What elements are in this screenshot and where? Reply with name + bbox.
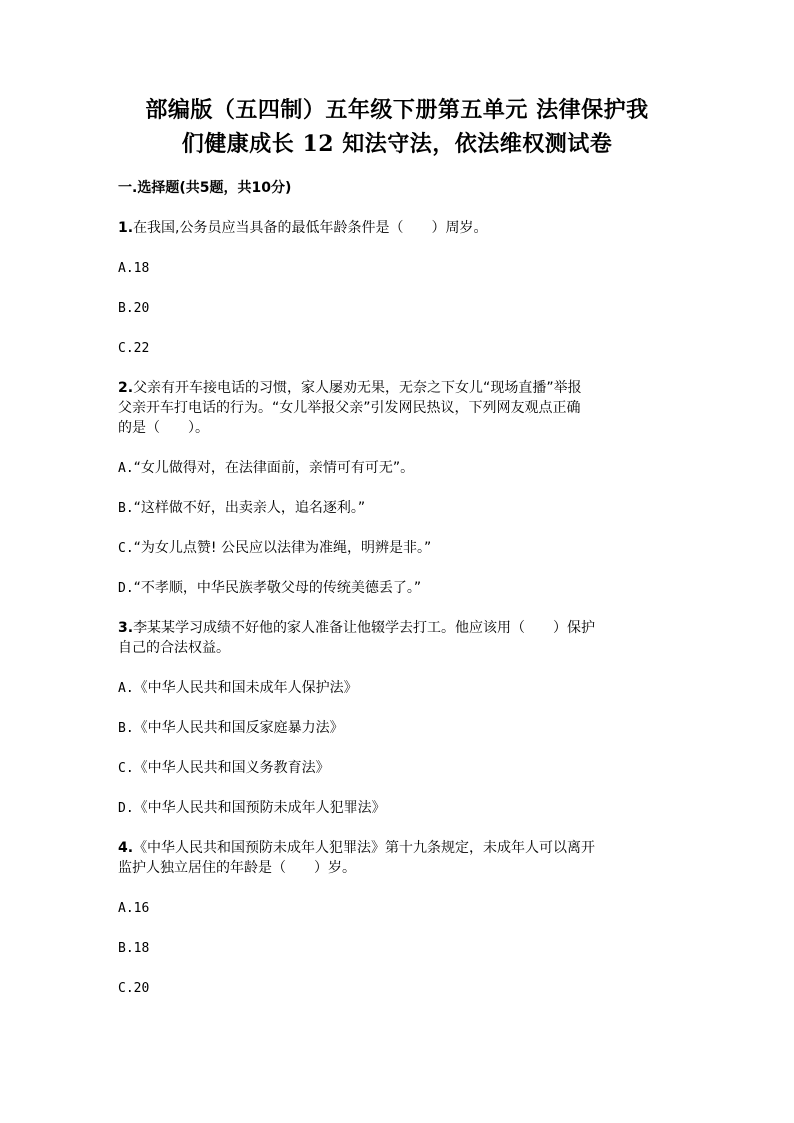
question-4-option-b	[118, 938, 149, 959]
question-4-number: 4.	[118, 840, 134, 856]
question-3-option-d	[118, 798, 386, 819]
question-2-number: 2.	[118, 380, 134, 396]
option-label: C.	[118, 341, 134, 356]
question-4-text: 《中华人民共和国预防未成年人犯罪法》第十九条规定，未成年人可以离开	[133, 840, 596, 856]
question-2-option-d	[118, 578, 421, 599]
option-label: D.	[118, 581, 134, 596]
option-text: 18	[133, 941, 150, 956]
option-text: 《中华人民共和国预防未成年人犯罪法》	[133, 800, 386, 816]
question-2-option-c	[118, 538, 431, 559]
option-text: 18	[133, 261, 150, 276]
option-text: 16	[133, 901, 150, 916]
section-heading: 一.选择题(共5题，共10分)	[118, 180, 292, 196]
option-text: 《中华人民共和国未成年人保护法》	[133, 680, 358, 696]
option-label: A.	[118, 261, 134, 276]
option-label: D.	[118, 801, 134, 816]
question-3-line-1	[118, 618, 595, 638]
option-label: C.	[118, 761, 134, 776]
option-label: B.	[118, 301, 134, 316]
option-label: A.	[118, 681, 134, 696]
option-text: 20	[133, 301, 150, 316]
option-label: B.	[118, 501, 134, 516]
question-3-text: 李某某学习成绩不好他的家人准备让他辍学去打工。他应该用（ ）保护	[133, 620, 596, 636]
question-2-line-1	[118, 378, 582, 398]
option-label: B.	[118, 941, 134, 956]
question-1-option-c	[118, 338, 149, 359]
question-4-option-a	[118, 898, 149, 919]
option-text: 20	[133, 981, 150, 996]
question-2-text: 父亲有开车接电话的习惯，家人屡劝无果，无奈之下女儿“现场直播”举报	[133, 380, 582, 396]
question-2-option-a	[118, 458, 414, 479]
question-3-line-2: 自己的合法权益。	[118, 640, 230, 656]
document-title-line-2: 们健康成长 12 知法守法，依法维权测试卷	[181, 131, 613, 157]
option-label: A.	[118, 901, 134, 916]
question-3-option-a	[118, 678, 358, 699]
option-text: 22	[133, 341, 150, 356]
question-3-number: 3.	[118, 620, 134, 636]
option-text: 《中华人民共和国反家庭暴力法》	[133, 720, 344, 736]
option-label: C.	[118, 981, 134, 996]
question-2-option-b	[118, 498, 365, 519]
question-4-line-2: 监护人独立居住的年龄是（ ）岁。	[118, 860, 356, 876]
question-1-number: 1.	[118, 220, 134, 236]
option-label: B.	[118, 721, 134, 736]
option-text: “这样做不好，出卖亲人，追名逐利。”	[133, 500, 366, 516]
question-1-option-a	[118, 258, 149, 279]
option-text: 《中华人民共和国义务教育法》	[133, 760, 330, 776]
question-1-line-1	[118, 218, 488, 238]
question-4-option-c	[118, 978, 149, 999]
question-2-line-2: 父亲开车打电话的行为。“女儿举报父亲”引发网民热议，下列网友观点正确	[118, 400, 581, 416]
question-1-text: 在我国,公务员应当具备的最低年龄条件是（ ）周岁。	[133, 220, 488, 236]
option-text: “不孝顺，中华民族孝敬父母的传统美德丢了。”	[133, 580, 422, 596]
question-2-line-3: 的是（ ）。	[118, 420, 209, 436]
document-title-line-1: 部编版（五四制）五年级下册第五单元 法律保护我	[145, 97, 649, 123]
question-4-line-1	[118, 838, 595, 858]
option-label: C.	[118, 541, 134, 556]
option-text: “女儿做得对，在法律面前，亲情可有可无”。	[133, 460, 415, 476]
option-label: A.	[118, 461, 134, 476]
question-3-option-c	[118, 758, 330, 779]
option-text: “为女儿点赞! 公民应以法律为准绳，明辨是非。”	[133, 540, 432, 556]
question-1-option-b	[118, 298, 149, 319]
question-3-option-b	[118, 718, 344, 739]
